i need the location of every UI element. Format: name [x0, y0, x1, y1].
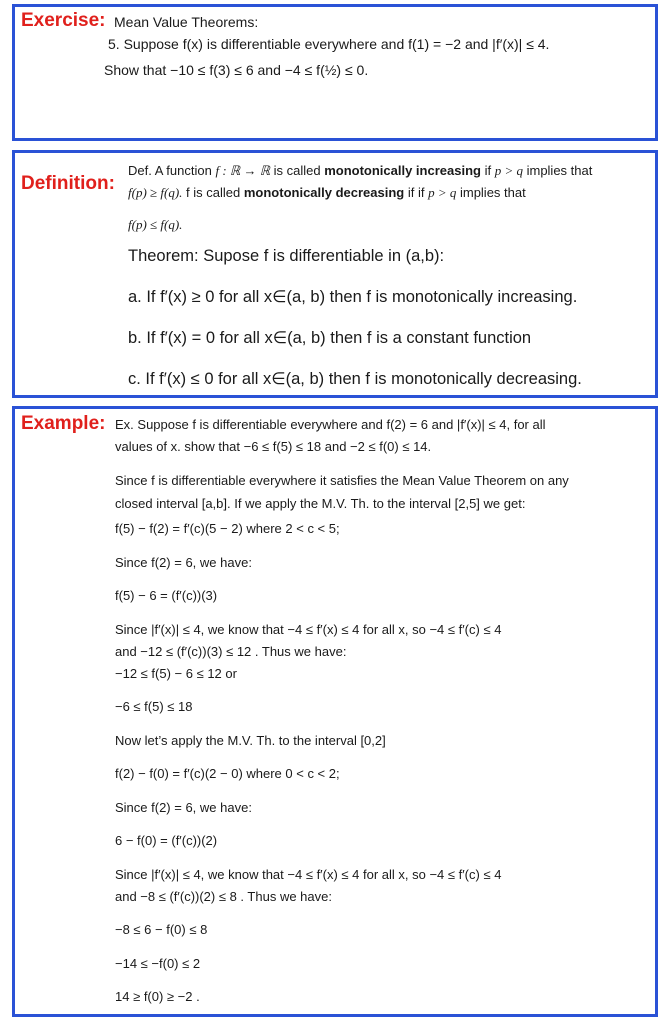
example-line-16: Since |f′(x)| ≤ 4, we know that −4 ≤ f′(x) ≤ 4 for all x, so −4 ≤ f′(c) ≤ 4 — [115, 867, 502, 882]
def-condition-1: p > q — [494, 163, 523, 178]
def-condition-2: p > q — [428, 185, 457, 200]
def-if-1: if — [480, 163, 495, 178]
exercise-line-1: 5. Suppose f(x) is differentiable everywhere and f(1) = −2 and |f′(x)| ≤ 4. — [108, 36, 550, 52]
example-line-2: values of x. show that −6 ≤ f(5) ≤ 18 and −2 ≤ f(0) ≤ 14. — [115, 439, 432, 454]
example-line-10: −12 ≤ f(5) − 6 ≤ 12 or — [115, 666, 237, 681]
def-is-called: is called — [270, 163, 325, 178]
example-line-20: 14 ≥ f(0) ≥ −2 . — [115, 989, 200, 1004]
def-line2-expression: f(p) ≥ f(q). — [128, 185, 183, 200]
exercise-box — [12, 4, 658, 141]
example-line-3: Since f is differentiable everywhere it satisfies the Mean Value Theorem on any — [115, 473, 569, 488]
definition-line-1 — [128, 163, 592, 179]
definition-line-2 — [128, 185, 526, 201]
def-decreasing-term: monotonically decreasing — [243, 185, 405, 200]
exercise-title: Mean Value Theorems: — [114, 14, 259, 30]
example-line-11: −6 ≤ f(5) ≤ 18 — [115, 699, 193, 714]
example-line-9: and −12 ≤ (f′(c))(3) ≤ 12 . Thus we have: — [115, 644, 347, 659]
example-line-4: closed interval [a,b]. If we apply the M.V. Th. to the interval [2,5] we get: — [115, 496, 526, 511]
theorem-item-b: b. If f′(x) = 0 for all x∈(a, b) then f is a constant function — [128, 329, 532, 347]
example-line-18: −8 ≤ 6 − f(0) ≤ 8 — [115, 922, 208, 937]
theorem-item-a: a. If f′(x) ≥ 0 for all x∈(a, b) then f is monotonically increasing. — [128, 288, 578, 306]
def-line2-end: implies that — [456, 185, 526, 200]
example-line-7: f(5) − 6 = (f′(c))(3) — [115, 588, 218, 603]
def-prefix: Def. A function — [128, 163, 216, 178]
def-implies-1: implies that — [522, 163, 593, 178]
example-line-12: Now let’s apply the M.V. Th. to the interval [0,2] — [115, 733, 386, 748]
example-line-1: Ex. Suppose f is differentiable everywhere and f(2) = 6 and |f′(x)| ≤ 4, for all — [115, 417, 546, 432]
example-line-14: Since f(2) = 6, we have: — [115, 800, 252, 815]
example-box — [12, 406, 658, 1017]
example-line-13: f(2) − f(0) = f′(c)(2 − 0) where 0 < c < 2; — [115, 766, 340, 781]
def-increasing-term: monotonically increasing — [324, 163, 481, 178]
def-line2-if: if if — [404, 185, 429, 200]
example-tag: Example: — [21, 413, 106, 434]
definition-tag: Definition: — [21, 173, 115, 194]
def-map: f : ℝ → ℝ — [215, 163, 270, 178]
example-line-19: −14 ≤ −f(0) ≤ 2 — [115, 956, 201, 971]
theorem-item-c: c. If f′(x) ≤ 0 for all x∈(a, b) then f is monotonically decreasing. — [128, 370, 582, 388]
example-line-5: f(5) − f(2) = f′(c)(5 − 2) where 2 < c < 5; — [115, 521, 340, 536]
exercise-line-2: Show that −10 ≤ f(3) ≤ 6 and −4 ≤ f(½) ≤ 0. — [104, 62, 369, 78]
example-line-6: Since f(2) = 6, we have: — [115, 555, 252, 570]
example-line-15: 6 − f(0) = (f′(c))(2) — [115, 833, 218, 848]
example-line-17: and −8 ≤ (f′(c))(2) ≤ 8 . Thus we have: — [115, 889, 332, 904]
def-line2-mid: f is called — [182, 185, 244, 200]
exercise-tag: Exercise: — [21, 10, 106, 31]
definition-line-3: f(p) ≤ f(q). — [128, 217, 183, 232]
theorem-statement: Theorem: Supose f is differentiable in (a,b): — [128, 247, 445, 265]
definition-box — [12, 150, 658, 398]
example-line-8: Since |f′(x)| ≤ 4, we know that −4 ≤ f′(x) ≤ 4 for all x, so −4 ≤ f′(c) ≤ 4 — [115, 622, 502, 637]
